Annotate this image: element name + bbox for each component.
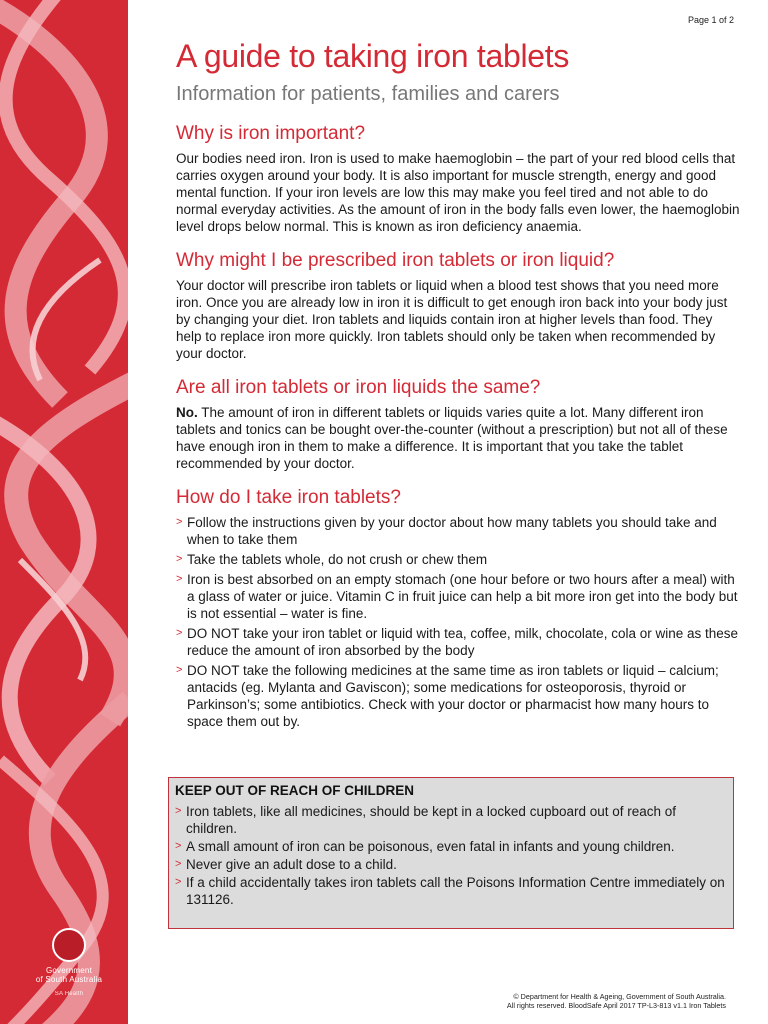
section-heading: Why might I be prescribed iron tablets or iron liquid? [176, 250, 615, 271]
page-title: A guide to taking iron tablets [176, 38, 570, 74]
footer-copyright [426, 992, 726, 1010]
section-body: Your doctor will prescribe iron tablets or liquid when a blood test shows that you need more iron. Once you are already low in iron it is difficult to get enough iron back into your body just by changing your diet. Iron tablets and liquids contain iron at higher levels than food. They help to replace iron more quickly. Iron tablets should only be taken when recommended by your doctor. [176, 278, 728, 361]
warning-box [168, 777, 734, 929]
section-body-text: The amount of iron in different tablets or liquids varies quite a lot. Many different iron tablets and tonics can be bought over-the-counter (without a prescription) but not all of these have enough iron in them to make a difference. It is important that you take the tablet recommended by your doctor. [176, 405, 728, 471]
warning-list [175, 803, 725, 908]
section-heading: Why is iron important? [176, 123, 366, 144]
list-item [175, 803, 725, 837]
list-item [175, 874, 725, 908]
list-item-text: If a child accidentally takes iron tablets call the Poisons Information Centre immediately on 131126. [186, 875, 725, 907]
government-logo [24, 928, 114, 1000]
list-item [176, 551, 740, 568]
bullet-marker: > [176, 627, 183, 639]
list-item-text: DO NOT take the following medicines at the same time as iron tablets or liquid – calcium; antacids (eg. Mylanta and Gaviscon); some medications for osteoporosis, thyroid or Parkinson’s; some antibiotics. Check with your doctor or pharmacist how many hours to space them out by. [187, 663, 719, 729]
section-all-same [176, 376, 740, 472]
section-heading: How do I take iron tablets? [176, 487, 401, 508]
list-item [176, 571, 740, 622]
list-item-text: Never give an adult dose to a child. [186, 857, 397, 872]
main-content [176, 36, 740, 733]
section-why-iron-important [176, 122, 740, 235]
list-item-text: DO NOT take your iron tablet or liquid with tea, coffee, milk, chocolate, cola or wine as these reduce the amount of iron absorbed by the body [187, 626, 739, 658]
section-why-prescribed [176, 249, 740, 362]
footer-line-2: All rights reserved. BloodSafe April 2017 TP-L3-813 v1.1 Iron Tablets [506, 1001, 726, 1010]
section-lead: No. [176, 405, 198, 420]
bullet-marker: > [175, 805, 182, 817]
list-item [176, 625, 740, 659]
sa-government-crest-icon [52, 928, 86, 962]
list-item-text: A small amount of iron can be poisonous, even fatal in infants and young children. [186, 839, 675, 854]
bullet-marker: > [176, 516, 183, 528]
bullet-marker: > [176, 553, 183, 565]
logo-line-1: Government [45, 966, 93, 975]
list-item-text: Iron is best absorbed on an empty stomach (one hour before or two hours after a meal) with a glass of water or juice. Vitamin C in fruit juice can help a bit more iron get into the body but is not essential – water is fine. [187, 572, 738, 621]
list-item-text: Follow the instructions given by your doctor about how many tablets you should take and when to take them [187, 515, 717, 547]
footer-line-1: © Department for Health & Ageing, Government of South Australia. [513, 992, 726, 1001]
decorative-sidebar [0, 0, 128, 1024]
section-body: Our bodies need iron. Iron is used to make haemoglobin – the part of your red blood cells that carries oxygen around your body. It is also important for muscle strength, energy and good mental function. If your iron levels are low this may make you feel tired and not able to do normal everyday activities. As the amount of iron in the body falls even lower, the haemoglobin level drops below normal. This is known as iron deficiency anaemia. [176, 151, 740, 234]
list-item [176, 662, 740, 730]
bullet-marker: > [175, 858, 182, 870]
list-item-text: Take the tablets whole, do not crush or chew them [187, 552, 488, 567]
logo-line-3: SA Health [54, 991, 84, 997]
bullet-marker: > [176, 664, 183, 676]
ribbon-decoration [0, 0, 128, 1024]
warning-title: KEEP OUT OF REACH OF CHILDREN [175, 783, 415, 798]
logo-line-2: of South Australia [35, 975, 103, 984]
bullet-marker: > [175, 840, 182, 852]
page-subtitle: Information for patients, families and carers [176, 83, 560, 105]
list-item [175, 856, 725, 873]
instructions-list [176, 514, 740, 730]
list-item-text: Iron tablets, like all medicines, should be kept in a locked cupboard out of reach of children. [186, 804, 677, 836]
bullet-marker: > [176, 573, 183, 585]
list-item [176, 514, 740, 548]
section-body [176, 404, 740, 472]
section-heading: Are all iron tablets or iron liquids the same? [176, 377, 541, 398]
section-how-to-take [176, 486, 740, 730]
bullet-marker: > [175, 876, 182, 888]
page-number: Page 1 of 2 [687, 15, 734, 25]
list-item [175, 838, 725, 855]
